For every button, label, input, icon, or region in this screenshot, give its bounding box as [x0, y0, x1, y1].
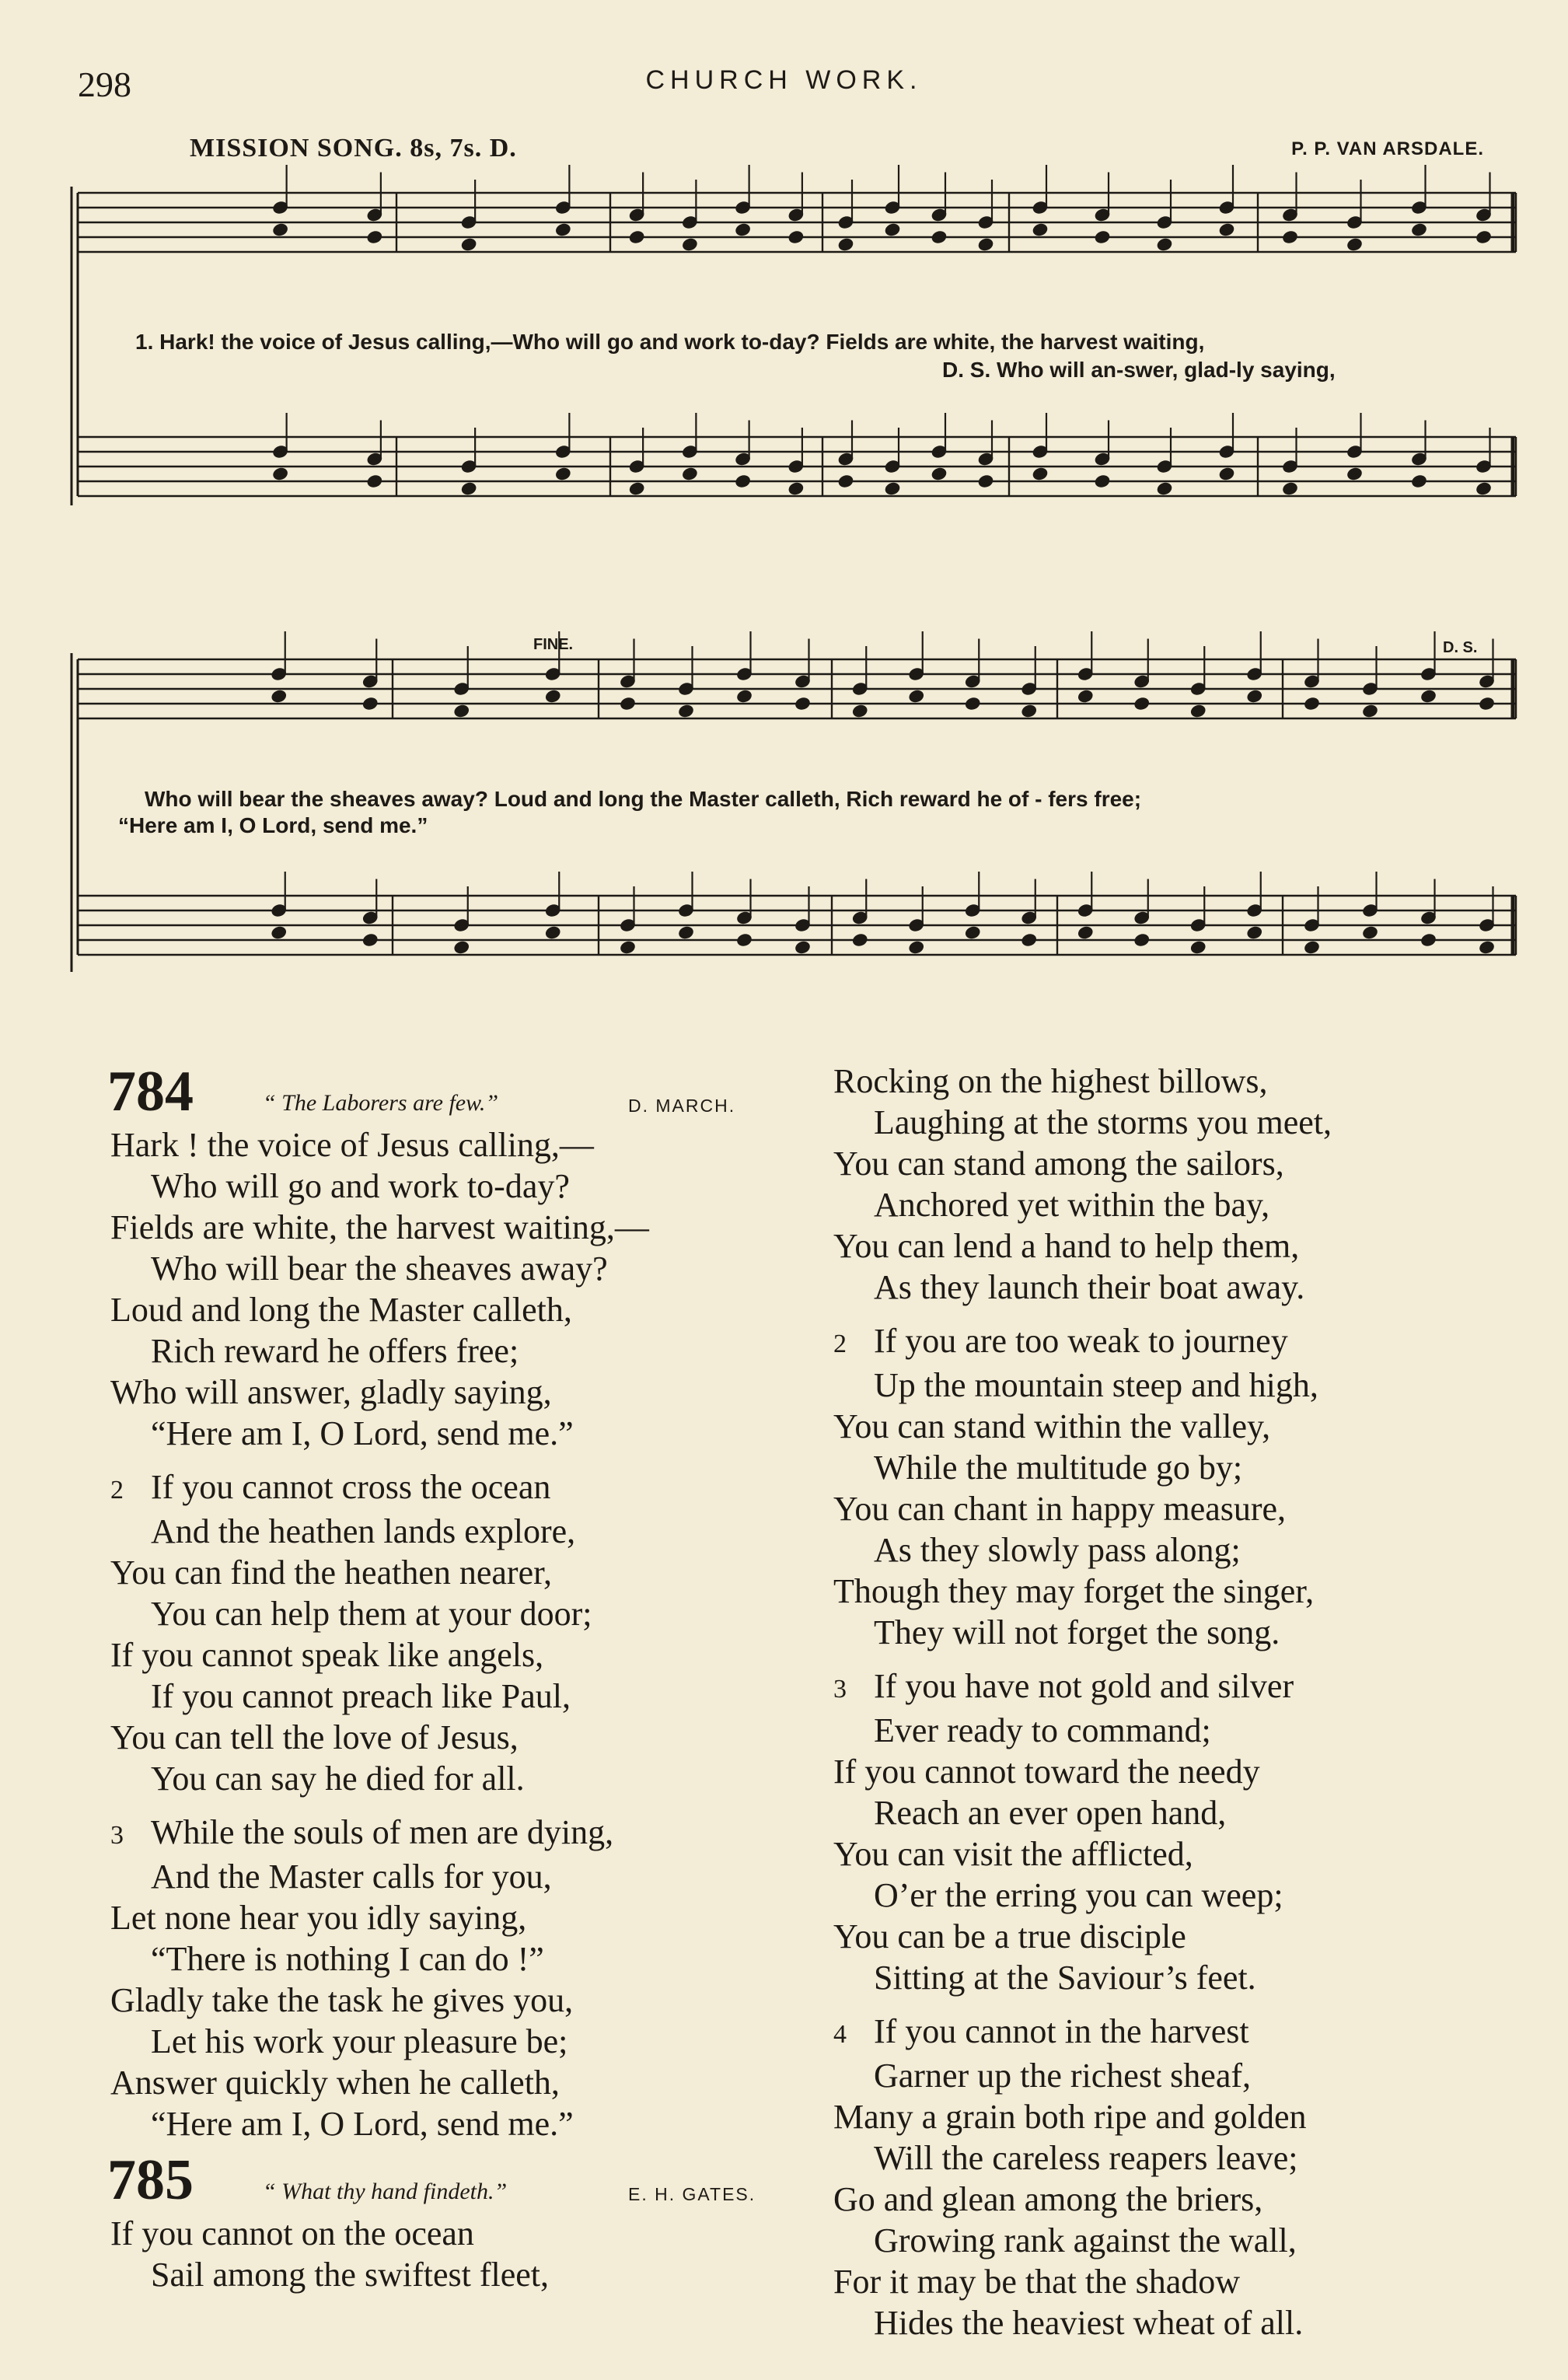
music-note — [837, 474, 854, 488]
verse-line: Sail among the swiftest fleet, — [151, 2256, 549, 2294]
music-note — [271, 689, 288, 704]
verse-number: 2 — [833, 1330, 847, 1358]
music-note — [628, 481, 645, 496]
music-note — [1021, 932, 1038, 947]
verse-line: Let none hear you idly saying, — [110, 1899, 527, 1937]
verse-line: You can say he died for all. — [151, 1760, 525, 1798]
music-note — [1094, 229, 1111, 244]
music-note — [1475, 481, 1493, 496]
verse-line: Rich reward he offers free; — [151, 1332, 519, 1370]
music-note — [1304, 940, 1321, 955]
music-note — [678, 925, 695, 940]
music-note — [1346, 237, 1364, 252]
music-note — [1156, 481, 1173, 496]
verse-line: Who will answer, gladly saying, — [110, 1373, 552, 1411]
music-note — [1479, 940, 1496, 955]
verse-line: “Here am I, O Lord, send me.” — [151, 2105, 574, 2143]
music-note — [1156, 237, 1173, 252]
music-note — [1479, 696, 1496, 711]
music-note — [787, 229, 805, 244]
music-note — [628, 229, 645, 244]
music-note — [1282, 481, 1299, 496]
hymn-784-verse-2 — [110, 1466, 649, 1799]
hymn-785-verse-4 — [833, 2011, 1332, 2343]
music-note — [460, 237, 477, 252]
music-note — [1094, 474, 1111, 488]
verse-line: As they launch their boat away. — [874, 1268, 1305, 1306]
verse-line: Anchored yet within the bay, — [874, 1186, 1270, 1224]
verse-line: Let his work your pleasure be; — [151, 2022, 568, 2060]
music-note — [964, 925, 981, 940]
music-note — [1032, 467, 1049, 481]
verse-line: You can stand among the sailors, — [833, 1145, 1284, 1183]
verse-line: Who will bear the sheaves away? — [151, 1249, 608, 1288]
music-note — [678, 704, 695, 718]
hymn-784-verse-3 — [110, 1812, 649, 2144]
score-lyrics-line-2: Who will bear the sheaves away? Loud and long the Master calleth, Rich reward he of - fers free; — [145, 787, 1142, 811]
music-score — [0, 0, 1568, 1026]
music-note — [735, 222, 752, 237]
verse-line: If you are too weak to journey — [874, 1322, 1288, 1360]
verse-number: 2 — [110, 1476, 124, 1505]
music-note — [453, 940, 470, 955]
verse-line: Hark ! the voice of Jesus calling,— — [110, 1126, 594, 1164]
music-note — [1475, 229, 1493, 244]
hymn-784-verse-1 — [110, 1124, 649, 1454]
music-note — [1304, 696, 1321, 711]
tune-composer: P. P. VAN ARSDALE. — [1291, 138, 1484, 159]
hymn-785-header — [107, 2148, 756, 2213]
hymn-785-verse-2 — [833, 1320, 1332, 1653]
music-note — [931, 229, 948, 244]
verse-line: Loud and long the Master calleth, — [110, 1291, 572, 1329]
music-note — [1420, 689, 1437, 704]
verse-line: Though they may forget the singer, — [833, 1572, 1315, 1610]
verse-line: You can be a true disciple — [833, 1917, 1186, 1955]
verse-line: Reach an ever open hand, — [874, 1794, 1227, 1832]
music-note — [794, 696, 812, 711]
music-note — [361, 696, 379, 711]
hymn-784-reference: “ The Laborers are few.” — [263, 1090, 499, 1116]
music-note — [1246, 689, 1263, 704]
music-note — [735, 474, 752, 488]
verse-line: And the heathen lands explore, — [151, 1512, 576, 1550]
verse-line: Gladly take the task he gives you, — [110, 1981, 574, 2019]
verse-line: Up the mountain steep and high, — [874, 1366, 1318, 1404]
verse-line: Sitting at the Saviour’s feet. — [874, 1959, 1256, 1997]
page-number: 298 — [78, 65, 131, 104]
music-note — [851, 932, 868, 947]
music-note — [620, 940, 637, 955]
music-note — [1282, 229, 1299, 244]
music-note — [1420, 932, 1437, 947]
verse-line: Laughing at the storms you meet, — [874, 1103, 1332, 1141]
music-note — [1411, 222, 1428, 237]
music-note — [544, 689, 561, 704]
left-column — [107, 1060, 756, 2295]
music-note — [1133, 932, 1151, 947]
score-lyrics-line-1: 1. Hark! the voice of Jesus calling,—Who will go and work to-day? Fields are white, the harvest waiting, — [135, 330, 1205, 354]
music-note — [977, 474, 994, 488]
music-note — [794, 940, 812, 955]
music-note — [1021, 704, 1038, 718]
hymn-785-author: E. H. GATES. — [628, 2184, 756, 2204]
music-note — [272, 222, 289, 237]
hymn-785-verse-3 — [833, 1665, 1332, 1998]
verse-line: If you cannot speak like angels, — [110, 1636, 544, 1674]
hymn-785-number: 785 — [107, 2148, 194, 2212]
verse-line: Hides the heaviest wheat of all. — [874, 2304, 1304, 2342]
verse-line: They will not forget the song. — [874, 1613, 1280, 1651]
fine-mark: FINE. — [533, 636, 574, 653]
verse-line: You can tell the love of Jesus, — [110, 1718, 519, 1756]
music-note — [460, 481, 477, 496]
hymn-785-reference: “ What thy hand findeth.” — [263, 2179, 508, 2204]
verse-line: If you cannot preach like Paul, — [151, 1677, 571, 1715]
verse-line: “Here am I, O Lord, send me.” — [151, 1414, 574, 1452]
music-note — [884, 222, 901, 237]
music-note — [272, 467, 289, 481]
verse-number: 3 — [833, 1675, 847, 1704]
verse-line: You can stand within the valley, — [833, 1407, 1271, 1445]
verse-line: If you cannot in the harvest — [874, 2012, 1249, 2050]
music-note — [1133, 696, 1151, 711]
music-note — [977, 237, 994, 252]
music-note — [851, 704, 868, 718]
verse-line: Growing rank against the wall, — [874, 2221, 1297, 2259]
music-note — [1362, 925, 1379, 940]
hymn-784-number: 784 — [107, 1060, 194, 1124]
verse-line: If you cannot on the ocean — [110, 2214, 474, 2252]
verse-line: For it may be that the shadow — [833, 2263, 1241, 2301]
verse-line: As they slowly pass along; — [874, 1531, 1241, 1569]
music-note — [1346, 467, 1364, 481]
music-note — [1218, 222, 1235, 237]
music-note — [361, 932, 379, 947]
verse-number: 4 — [833, 2020, 847, 2049]
verse-line: Who will go and work to-day? — [151, 1167, 570, 1205]
music-note — [555, 222, 572, 237]
verse-line: Garner up the richest sheaf, — [874, 2057, 1252, 2095]
music-note — [837, 237, 854, 252]
music-note — [1077, 925, 1094, 940]
hymn-785-verse-1-cont — [833, 1061, 1332, 1308]
ds-mark: D. S. — [1443, 639, 1478, 656]
verse-line: Will the careless reapers leave; — [874, 2139, 1298, 2177]
tune-title: MISSION SONG. 8s, 7s. D. — [190, 134, 517, 163]
music-note — [884, 481, 901, 496]
music-note — [366, 229, 383, 244]
verse-line: If you have not gold and silver — [874, 1667, 1294, 1705]
music-note — [1032, 222, 1049, 237]
score-lyrics-line-1-ds: D. S. Who will an-swer, glad-ly saying, — [942, 358, 1336, 382]
hymn-784-header — [107, 1060, 736, 1124]
verse-line: O’er the erring you can weep; — [874, 1876, 1283, 1914]
verse-line: Answer quickly when he calleth, — [110, 2064, 560, 2102]
music-note — [787, 481, 805, 496]
verse-line: You can chant in happy measure, — [833, 1490, 1287, 1528]
hymn-785-verse-1-start — [110, 2213, 649, 2295]
music-note — [682, 237, 699, 252]
music-note — [1362, 704, 1379, 718]
verse-line: You can help them at your door; — [151, 1595, 592, 1633]
verse-line: Ever ready to command; — [874, 1711, 1211, 1749]
music-note — [736, 689, 753, 704]
verse-line: While the multitude go by; — [874, 1449, 1243, 1487]
music-note — [544, 925, 561, 940]
music-note — [736, 932, 753, 947]
verse-line: Go and glean among the briers, — [833, 2180, 1263, 2218]
music-note — [682, 467, 699, 481]
music-note — [620, 696, 637, 711]
score-lyrics-line-2-ds: “Here am I, O Lord, send me.” — [118, 813, 428, 837]
verse-line: If you cannot cross the ocean — [151, 1468, 551, 1506]
music-note — [908, 689, 925, 704]
music-note — [964, 696, 981, 711]
verse-line: And the Master calls for you, — [151, 1858, 552, 1896]
verse-line: Rocking on the highest billows, — [833, 1062, 1268, 1100]
right-column — [833, 1061, 1332, 2343]
verse-line: You can visit the afflicted, — [833, 1835, 1193, 1873]
music-note — [366, 474, 383, 488]
music-note — [1411, 474, 1428, 488]
music-note — [453, 704, 470, 718]
music-note — [555, 467, 572, 481]
verse-line: You can lend a hand to help them, — [833, 1227, 1300, 1265]
music-note — [1189, 704, 1207, 718]
verse-line: “There is nothing I can do !” — [151, 1940, 544, 1978]
verse-line: While the souls of men are dying, — [151, 1813, 614, 1851]
verse-line: Many a grain both ripe and golden — [833, 2098, 1307, 2136]
verse-number: 3 — [110, 1821, 124, 1850]
music-note — [931, 467, 948, 481]
music-note — [908, 940, 925, 955]
music-note — [271, 925, 288, 940]
verse-line: If you cannot toward the needy — [833, 1753, 1260, 1791]
verse-line: You can find the heathen nearer, — [110, 1553, 553, 1592]
section-title: CHURCH WORK. — [645, 65, 923, 95]
music-note — [1077, 689, 1094, 704]
music-note — [1189, 940, 1207, 955]
music-note — [1218, 467, 1235, 481]
music-note — [1246, 925, 1263, 940]
verse-line: Fields are white, the harvest waiting,— — [110, 1208, 649, 1246]
hymn-784-author: D. MARCH. — [628, 1096, 736, 1116]
